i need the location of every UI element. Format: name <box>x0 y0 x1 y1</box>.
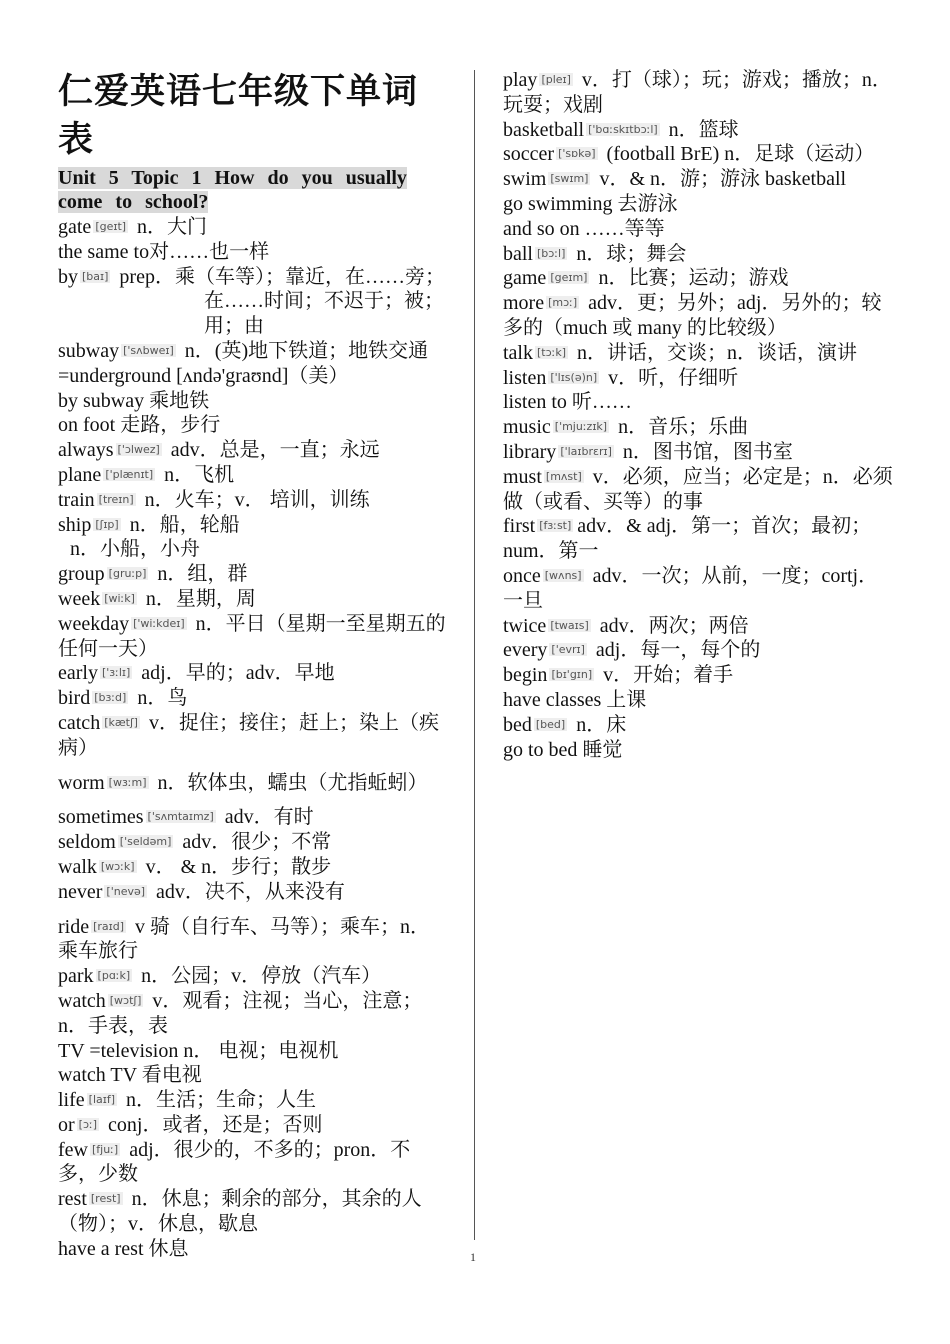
phonetic-label: [bɪ'gɪn] <box>551 668 593 682</box>
phonetic-label: [ɔː] <box>78 1117 98 1131</box>
vocab-definition: v．& n．游；游泳 basketball <box>594 168 847 191</box>
vocab-entry <box>58 537 450 562</box>
vocab-word: train <box>58 488 95 511</box>
vocab-definition: adv．有时 <box>219 806 314 829</box>
vocab-word: library <box>503 440 557 463</box>
vocab-definition: adv．更；另外；adj．另外的；较多的（much 或 many 的比较级） <box>503 292 882 339</box>
vocab-entry <box>503 688 895 713</box>
vocab-entry <box>503 118 895 143</box>
vocab-word: early <box>58 662 98 685</box>
vocab-word: or <box>58 1113 75 1136</box>
phonetic-label: ['sʌbweɪ] <box>123 343 174 357</box>
vocab-entry <box>58 1138 450 1188</box>
vocab-word: more <box>503 292 545 315</box>
vocab-definition: n．组，群 <box>152 563 248 586</box>
vocab-entry <box>58 805 450 830</box>
vocab-definition: v． & n．步行；散步 <box>140 855 332 878</box>
vocab-word: group <box>58 563 105 586</box>
vocab-entry <box>58 1063 450 1088</box>
vocab-entry <box>503 341 895 366</box>
vocab-word: week <box>58 587 101 610</box>
vocab-word: bed <box>503 713 532 736</box>
vocab-word: plane <box>58 463 102 486</box>
vocab-word: soccer <box>503 143 555 166</box>
vocab-entry <box>58 1237 450 1262</box>
vocab-entry <box>58 661 450 686</box>
vocab-word: ship <box>58 513 92 536</box>
vocab-definition: n．飞机 <box>159 463 235 486</box>
phonetic-label: ['mjuːzɪk] <box>554 420 608 434</box>
vocab-definition: n．火车；v． 培训，训练 <box>139 488 370 511</box>
vocab-entry <box>58 1187 450 1237</box>
vocab-word: have a rest <box>58 1237 144 1260</box>
vocab-definition: n．球；舞会 <box>571 242 687 265</box>
vocab-definition: adv．一次；从前，一度；cortj．一旦 <box>503 564 879 612</box>
vocab-entry <box>58 915 450 940</box>
vocab-definition: 走路，步行 <box>115 414 221 437</box>
phonetic-label: [geɪm] <box>550 271 588 285</box>
vocab-word: first <box>503 515 536 538</box>
vocab-entry <box>58 240 450 265</box>
vocab-entry <box>503 638 895 663</box>
vocab-word: worm <box>58 771 105 794</box>
vocab-entry <box>58 339 450 389</box>
vocab-definition: v．必须，应当；必定是；n．必须做（或看、买等）的事 <box>503 465 893 513</box>
vocab-word: subway <box>58 339 120 362</box>
vocab-word: watch TV <box>58 1064 137 1087</box>
vocab-definition: conj．或者，还是；否则 <box>103 1113 323 1136</box>
phonetic-label: [laɪf] <box>88 1093 115 1107</box>
vocab-definition: n．公园；v．停放（汽车） <box>136 965 382 988</box>
vocab-word: always <box>58 439 114 462</box>
vocab-definition: adv．很少；不常 <box>177 831 332 854</box>
vocab-entry <box>503 68 895 118</box>
phonetic-label: [twaɪs] <box>550 618 589 632</box>
vocab-entry <box>503 142 895 167</box>
vocab-word: weekday <box>58 612 130 635</box>
vocab-entry <box>58 488 450 513</box>
vocab-entry <box>58 964 450 989</box>
vocab-word: music <box>503 416 551 439</box>
vocab-entry <box>503 713 895 738</box>
vocab-definition: n．鸟 <box>132 687 188 710</box>
vocab-definition: n．比赛；运动；游戏 <box>593 267 789 290</box>
vocab-definition: 乘车旅行 <box>58 940 138 963</box>
vocab-definition: n．休息；剩余的部分，其余的人（物）；v．休息，歇息 <box>58 1188 422 1236</box>
vocab-definition: n．小船，小舟 <box>70 538 200 561</box>
vocab-word: few <box>58 1138 88 1161</box>
vocab-definition: 睡觉 <box>577 738 623 761</box>
phonetic-label: [swɪm] <box>550 172 589 186</box>
phonetic-label: [wiːk] <box>104 591 135 605</box>
vocab-word: begin <box>503 664 548 687</box>
vocab-word: sometimes <box>58 806 144 829</box>
vocab-definition: adv．两次；两倍 <box>594 614 749 637</box>
vocab-definition: n．船，轮船 <box>124 513 240 536</box>
vocab-definition: n．平日（星期一至星期五的任何一天） <box>58 612 446 660</box>
vocab-word: play <box>503 69 538 91</box>
vocab-definition: v．捉住；接住；赶上；染上（疾病） <box>58 711 439 759</box>
vocab-word: basketball <box>503 118 585 141</box>
vocab-entry <box>58 463 450 488</box>
phonetic-label: [fjuː] <box>91 1142 119 1156</box>
vocab-definition: 对……也一样 <box>149 240 270 263</box>
vocab-entry <box>58 989 450 1039</box>
phonetic-label: [pɑːk] <box>97 969 131 983</box>
vocab-definition: n．讲话，交谈；n．谈话，演讲 <box>572 341 858 364</box>
vocab-entry <box>58 215 450 240</box>
vocab-definition: 看电视 <box>136 1064 202 1087</box>
phonetic-label: ['ɜːlɪ] <box>101 666 131 680</box>
phonetic-label: [rest] <box>90 1192 121 1206</box>
vocab-entry <box>58 289 450 314</box>
phonetic-label: [bɜːd] <box>94 691 127 705</box>
vocab-definition: n．星期，周 <box>140 587 256 610</box>
vocab-word: listen to <box>503 391 567 414</box>
phonetic-label: ['wiːkdeɪ] <box>133 616 185 630</box>
phonetic-label: [treɪn] <box>98 492 134 506</box>
vocab-definition: n．篮球 <box>663 118 739 141</box>
vocab-entry <box>503 465 895 515</box>
vocab-definition: adj．早的；adv．早地 <box>136 662 335 685</box>
vocab-entry <box>503 614 895 639</box>
vocab-definition: v．开始；着手 <box>598 664 734 687</box>
phonetic-label: [wɜːm] <box>108 775 147 789</box>
vocab-definition: v．听，仔细听 <box>603 366 739 389</box>
vocab-entry <box>503 440 895 465</box>
phonetic-label: ['sʌmtaɪmz] <box>147 810 214 824</box>
vocab-entry <box>58 314 450 339</box>
vocab-entry <box>58 830 450 855</box>
phonetic-label: [kætʃ] <box>104 715 138 729</box>
left-word-list <box>58 215 450 1262</box>
vocab-entry <box>58 513 450 538</box>
right-word-list <box>503 68 895 762</box>
vocab-definition: n．(英)地下铁道；地铁交通=underground [ʌndə'graʊnd]（美） <box>58 339 429 387</box>
phonetic-label: [tɔːk] <box>537 345 567 359</box>
vocab-entry <box>503 366 895 391</box>
phonetic-label: ['bɑːskɪtbɔːl] <box>588 122 658 136</box>
phonetic-label: ['ɔlwez] <box>117 443 160 457</box>
vocab-word: never <box>58 880 103 903</box>
vocab-entry <box>58 686 450 711</box>
vocab-word: twice <box>503 614 547 637</box>
vocab-definition: prep．乘（车等）；靠近，在……旁； <box>114 265 445 288</box>
vocab-word: swim <box>503 168 547 191</box>
vocab-entry <box>58 389 450 414</box>
vocab-word: life <box>58 1089 85 1112</box>
vocab-entry <box>58 562 450 587</box>
vocab-definition: (football BrE) n．足球（运动） <box>601 143 875 166</box>
vocab-word: gate <box>58 216 92 238</box>
phonetic-label: ['lɪs(ə)n] <box>550 370 598 384</box>
phonetic-label: [wʌns] <box>544 568 582 582</box>
vocab-entry <box>503 390 895 415</box>
vocab-word: talk <box>503 341 533 364</box>
vocab-definition: adv．决不，从来没有 <box>151 880 345 903</box>
phonetic-label: ['laɪbrɛrɪ] <box>560 444 612 458</box>
vocab-definition: 去游泳 <box>612 192 678 215</box>
column-divider <box>474 70 475 1240</box>
vocab-definition: 在……时间；不迟于；被； <box>204 290 444 313</box>
phonetic-label: [wɔːk] <box>100 859 135 873</box>
phonetic-label: ['plænɪt] <box>105 467 154 481</box>
vocab-entry <box>503 564 895 614</box>
phonetic-label: [ʃɪp] <box>95 517 119 531</box>
phonetic-label: [fɜːst] <box>539 519 572 533</box>
vocab-definition: n．大门 <box>132 216 208 238</box>
vocab-definition: 休息 <box>143 1237 189 1260</box>
phonetic-label: [geɪt] <box>95 220 127 233</box>
unit-heading-wrap <box>58 166 450 214</box>
vocab-entry <box>503 738 895 763</box>
vocab-word: game <box>503 267 547 290</box>
right-column <box>503 68 895 762</box>
vocab-definition: v 骑（自行车、马等）；乘车；n． <box>130 915 431 938</box>
vocab-entry <box>58 413 450 438</box>
vocab-entry <box>58 265 450 290</box>
vocab-definition: n．生活；生命；人生 <box>121 1089 316 1112</box>
vocab-definition: v．打（球）；玩；游戏；播放；n．玩耍；戏剧 <box>503 69 892 116</box>
vocab-definition: 用；由 <box>204 315 264 338</box>
vocab-entry <box>58 1088 450 1113</box>
phonetic-label: [mɔː] <box>548 296 578 310</box>
vocab-definition: 上课 <box>601 688 647 711</box>
vocab-definition: n．图书馆，图书室 <box>617 440 793 463</box>
vocab-entry <box>503 415 895 440</box>
left-column <box>58 68 450 1262</box>
page-title: 仁爱英语七年级下单词表 <box>58 72 419 159</box>
phonetic-label: [raɪd] <box>93 919 125 933</box>
vocab-word: catch <box>58 711 101 734</box>
vocab-definition: adj．很少的，不多的；pron．不多，少数 <box>58 1138 411 1186</box>
vocab-entry <box>58 939 450 964</box>
vocab-definition: n．音乐；乐曲 <box>613 416 749 439</box>
vocab-word: rest <box>58 1188 87 1211</box>
vocab-entry <box>503 266 895 291</box>
vocab-definition: n．软体虫，蠕虫（尤指蚯蚓） <box>152 771 428 794</box>
vocab-word: on foot <box>58 414 116 437</box>
vocab-word: go to bed <box>503 738 578 761</box>
vocab-word: ball <box>503 242 533 265</box>
vocab-entry <box>58 855 450 880</box>
vocab-word: the same to <box>58 240 150 263</box>
phonetic-label: [gruːp] <box>108 567 147 581</box>
phonetic-label: ['sɒkə] <box>558 147 596 161</box>
vocab-word: by <box>58 265 78 288</box>
vocab-entry <box>503 514 895 564</box>
vocab-word: once <box>503 564 541 587</box>
vocab-word: listen <box>503 366 547 389</box>
vocab-entry <box>58 587 450 612</box>
vocab-word: every <box>503 639 548 662</box>
vocab-definition: ……等等 <box>579 217 665 240</box>
vocab-word: walk <box>58 855 97 878</box>
phonetic-label: [baɪ] <box>82 269 109 283</box>
unit-heading: Unit 5 Topic 1 How do you usually come to school? <box>58 167 407 213</box>
phonetic-label: ['evrɪ] <box>551 643 585 657</box>
vocab-word: must <box>503 465 542 488</box>
vocab-word: park <box>58 965 94 988</box>
page-number: 1 <box>470 1250 476 1264</box>
phonetic-label: [wɔtʃ] <box>109 993 142 1007</box>
vocab-word: TV <box>58 1039 85 1062</box>
vocab-definition: 乘地铁 <box>144 389 210 412</box>
vocab-entry <box>58 1113 450 1138</box>
vocab-word: by subway <box>58 389 145 412</box>
vocab-entry <box>58 880 450 905</box>
vocab-entry <box>58 1039 450 1064</box>
vocab-word: and so on <box>503 217 580 240</box>
phonetic-label: ['seldəm] <box>119 835 172 849</box>
vocab-word: go swimming <box>503 192 613 215</box>
phonetic-label: [bed] <box>535 717 566 731</box>
vocab-entry <box>58 612 450 662</box>
vocab-entry <box>58 771 450 796</box>
vocab-definition: 听…… <box>566 391 632 414</box>
vocab-word: ride <box>58 915 90 938</box>
phonetic-label: [bɔːl] <box>537 246 566 260</box>
phonetic-label: [pleɪ] <box>541 73 571 86</box>
vocab-entry <box>503 192 895 217</box>
vocab-definition: adv．& adj．第一；首次；最初；num．第一 <box>503 515 872 563</box>
vocab-word: bird <box>58 687 91 710</box>
vocab-word: watch <box>58 989 106 1012</box>
vocab-definition: adv．总是，一直；永远 <box>165 439 380 462</box>
phonetic-label: [mʌst] <box>545 469 582 483</box>
vocab-word: seldom <box>58 831 116 854</box>
vocab-entry <box>58 438 450 463</box>
phonetic-label: ['nevə] <box>106 884 146 898</box>
vocab-entry <box>503 291 895 341</box>
vocab-entry <box>503 663 895 688</box>
vocab-entry <box>503 167 895 192</box>
vocab-entry <box>58 711 450 761</box>
vocab-definition: adj．每一，每个的 <box>590 639 761 662</box>
vocab-word: have classes <box>503 688 602 711</box>
vocab-entry <box>503 242 895 267</box>
vocab-definition: v．观看；注视；当心，注意；n．手表，表 <box>58 989 423 1037</box>
vocab-definition: n．床 <box>571 713 627 736</box>
vocab-entry <box>503 217 895 242</box>
vocab-definition: =television n． 电视；电视机 <box>84 1039 339 1062</box>
